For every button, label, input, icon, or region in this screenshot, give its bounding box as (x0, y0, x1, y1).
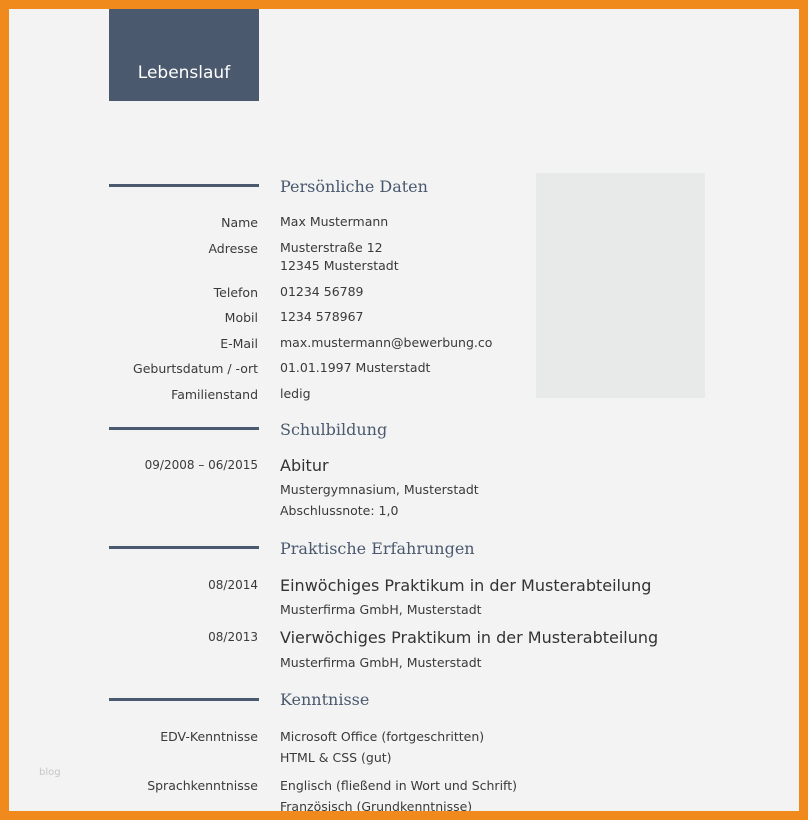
value-it-skill: HTML & CSS (gut) (280, 750, 392, 765)
section-heading-school: Schulbildung (280, 420, 388, 439)
cv-title: Lebenslauf (137, 63, 231, 83)
label-name: Name (221, 215, 258, 230)
experience-entry-title: Vierwöchiges Praktikum in der Musterabteilung (280, 628, 659, 647)
value-phone: 01234 56789 (280, 284, 364, 299)
section-heading-personal: Persönliche Daten (280, 177, 428, 196)
experience-entry-line: Musterfirma GmbH, Musterstadt (280, 602, 482, 617)
label-birth: Geburtsdatum / -ort (133, 361, 258, 376)
section-heading-skills: Kenntnisse (280, 690, 370, 709)
value-address-city: 12345 Musterstadt (280, 258, 399, 273)
school-entry-title: Abitur (280, 456, 329, 475)
value-marital-status: ledig (280, 386, 311, 401)
label-marital-status: Familienstand (171, 387, 258, 402)
experience-entry-date: 08/2014 (208, 578, 258, 592)
value-language-skill: Englisch (fließend in Wort und Schrift) (280, 778, 517, 793)
section-rule-skills (109, 698, 259, 701)
experience-entry-title: Einwöchiges Praktikum in der Musterabteilung (280, 576, 652, 595)
label-it-skills: EDV-Kenntnisse (160, 729, 258, 744)
cv-title-box (109, 9, 259, 101)
value-it-skill: Microsoft Office (fortgeschritten) (280, 729, 485, 744)
value-mobile: 1234 578967 (280, 309, 364, 324)
label-phone: Telefon (213, 285, 258, 300)
value-birth: 01.01.1997 Musterstadt (280, 360, 431, 375)
school-entry-date: 09/2008 – 06/2015 (144, 458, 258, 472)
section-rule-school (109, 427, 259, 430)
value-address-street: Musterstraße 12 (280, 240, 383, 255)
value-email: max.mustermann@bewerbung.co (280, 335, 493, 350)
school-entry-line: Mustergymnasium, Musterstadt (280, 482, 479, 497)
label-language-skills: Sprachkenntnisse (147, 778, 258, 793)
section-heading-experience: Praktische Erfahrungen (280, 539, 475, 558)
section-rule-personal (109, 184, 259, 187)
label-mobile: Mobil (224, 310, 258, 325)
cv-document (9, 9, 799, 811)
experience-entry-date: 08/2013 (208, 630, 258, 644)
section-rule-experience (109, 546, 259, 549)
label-email: E-Mail (220, 336, 258, 351)
label-address: Adresse (208, 241, 258, 256)
school-entry-line: Abschlussnote: 1,0 (280, 503, 399, 518)
value-name: Max Mustermann (280, 214, 389, 229)
experience-entry-line: Musterfirma GmbH, Musterstadt (280, 655, 482, 670)
value-language-skill: Französisch (Grundkenntnisse) (280, 799, 473, 811)
photo-placeholder (536, 173, 705, 398)
watermark: blog (39, 767, 61, 778)
